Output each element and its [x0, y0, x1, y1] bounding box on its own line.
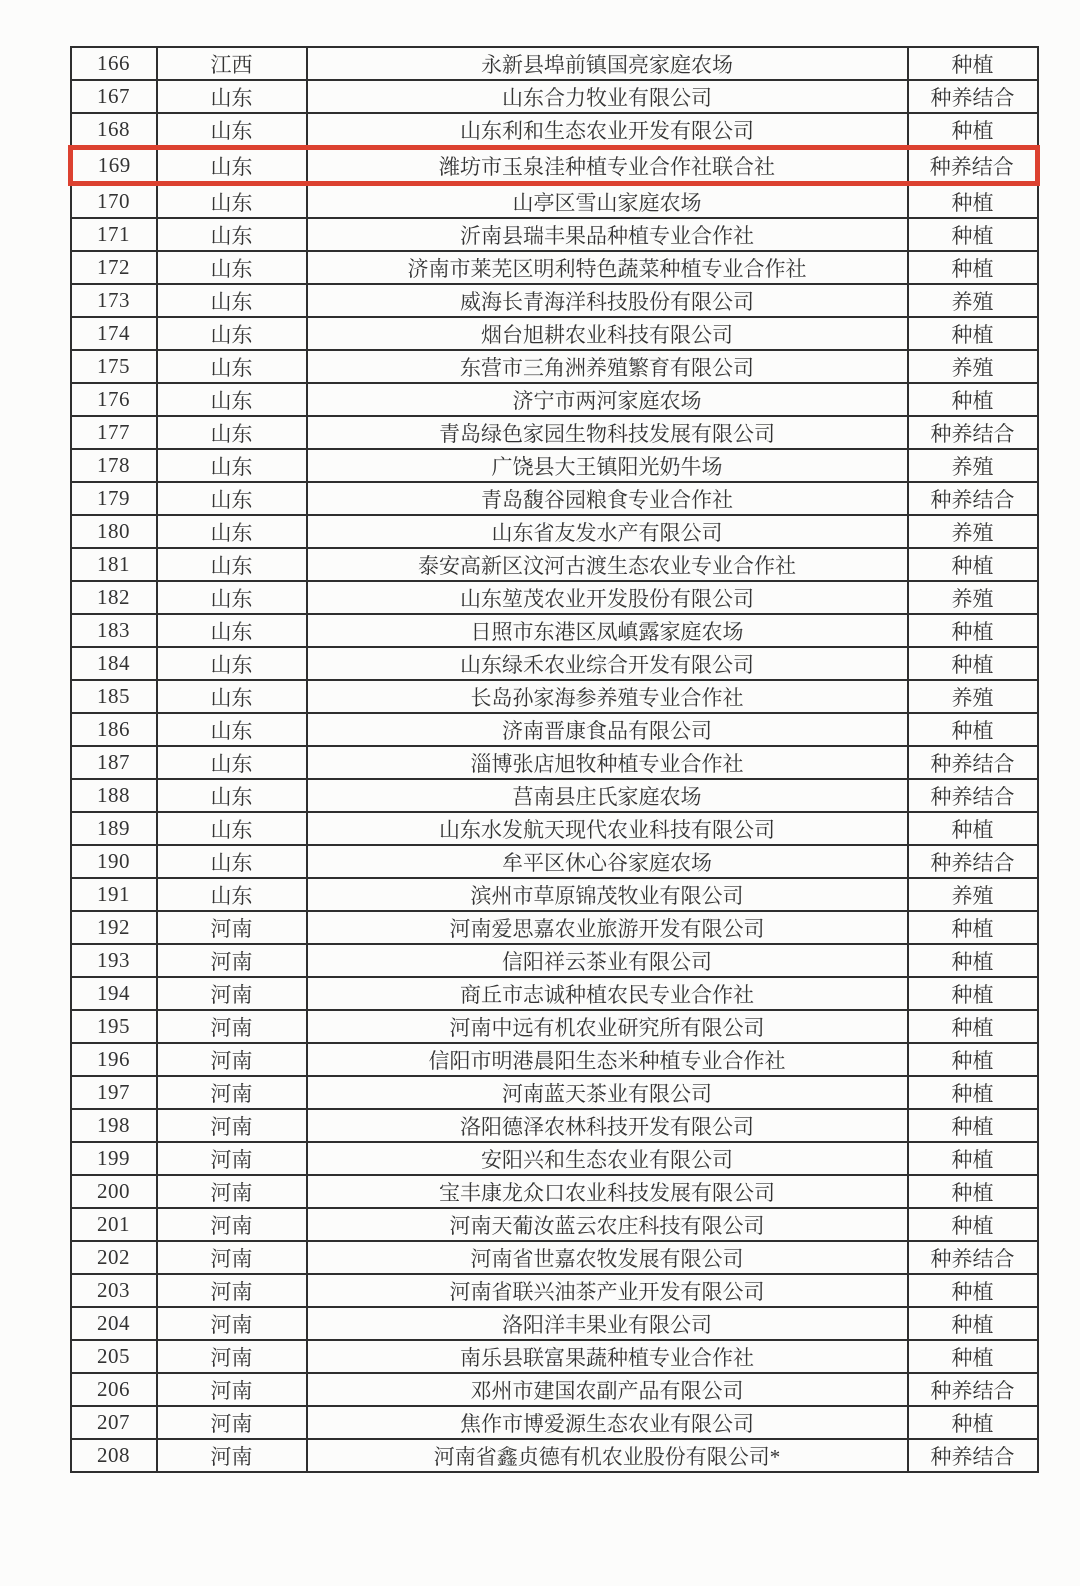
- organization-cell: 河南天葡汝蓝云农庄科技有限公司: [307, 1208, 908, 1241]
- province-cell: 河南: [157, 1142, 307, 1175]
- organization-cell: 沂南县瑞丰果品种植专业合作社: [307, 218, 908, 251]
- type-cell: 种养结合: [908, 482, 1038, 515]
- type-cell: 种养结合: [908, 746, 1038, 779]
- table-row: [71, 482, 1038, 515]
- table-row: [71, 251, 1038, 284]
- row-number-cell: 196: [71, 1043, 157, 1076]
- table-row: [71, 911, 1038, 944]
- type-cell: 种植: [908, 911, 1038, 944]
- type-cell: 种植: [908, 184, 1038, 219]
- table-row: [71, 515, 1038, 548]
- province-cell: 河南: [157, 1109, 307, 1142]
- organization-cell: 山东堃茂农业开发股份有限公司: [307, 581, 908, 614]
- table-row: [71, 350, 1038, 383]
- organization-cell: 青岛馥谷园粮食专业合作社: [307, 482, 908, 515]
- table-row: [71, 1406, 1038, 1439]
- type-cell: 种植: [908, 812, 1038, 845]
- table-row: [71, 80, 1038, 113]
- row-number-cell: 184: [71, 647, 157, 680]
- row-number-cell: 201: [71, 1208, 157, 1241]
- type-cell: 种养结合: [908, 845, 1038, 878]
- row-number-cell: 199: [71, 1142, 157, 1175]
- organization-cell: 焦作市博爱源生态农业有限公司: [307, 1406, 908, 1439]
- province-cell: 山东: [157, 482, 307, 515]
- table-row: [71, 746, 1038, 779]
- province-cell: 山东: [157, 614, 307, 647]
- type-cell: 种植: [908, 1274, 1038, 1307]
- organization-cell: 济南市莱芜区明利特色蔬菜种植专业合作社: [307, 251, 908, 284]
- row-number-cell: 174: [71, 317, 157, 350]
- type-cell: 种养结合: [908, 416, 1038, 449]
- row-number-cell: 180: [71, 515, 157, 548]
- table-row: [71, 1340, 1038, 1373]
- organization-cell: 长岛孙家海参养殖专业合作社: [307, 680, 908, 713]
- type-cell: 种植: [908, 1076, 1038, 1109]
- province-cell: 山东: [157, 383, 307, 416]
- organization-cell: 日照市东港区凤嵮露家庭农场: [307, 614, 908, 647]
- province-cell: 山东: [157, 148, 307, 184]
- table-row: [71, 548, 1038, 581]
- table-row: [71, 581, 1038, 614]
- table-row: [71, 47, 1038, 80]
- organization-cell: 宝丰康龙众口农业科技发展有限公司: [307, 1175, 908, 1208]
- table-row: [71, 1043, 1038, 1076]
- table-row: [71, 680, 1038, 713]
- type-cell: 种养结合: [908, 1373, 1038, 1406]
- table-row: [71, 1076, 1038, 1109]
- province-cell: 山东: [157, 113, 307, 148]
- table-row: [71, 779, 1038, 812]
- table-row: [71, 449, 1038, 482]
- province-cell: 河南: [157, 1241, 307, 1274]
- row-number-cell: 193: [71, 944, 157, 977]
- type-cell: 养殖: [908, 680, 1038, 713]
- province-cell: 河南: [157, 1175, 307, 1208]
- row-number-cell: 178: [71, 449, 157, 482]
- type-cell: 种植: [908, 113, 1038, 148]
- table-row: [71, 812, 1038, 845]
- organization-cell: 信阳市明港晨阳生态米种植专业合作社: [307, 1043, 908, 1076]
- province-cell: 山东: [157, 416, 307, 449]
- type-cell: 种植: [908, 713, 1038, 746]
- province-cell: 山东: [157, 449, 307, 482]
- organization-cell: 山东绿禾农业综合开发有限公司: [307, 647, 908, 680]
- table-row: [71, 614, 1038, 647]
- row-number-cell: 185: [71, 680, 157, 713]
- organization-cell: 滨州市草原锦茂牧业有限公司: [307, 878, 908, 911]
- type-cell: 养殖: [908, 581, 1038, 614]
- table-row: [71, 1274, 1038, 1307]
- row-number-cell: 179: [71, 482, 157, 515]
- organization-cell: 济南晋康食品有限公司: [307, 713, 908, 746]
- type-cell: 种植: [908, 251, 1038, 284]
- row-number-cell: 204: [71, 1307, 157, 1340]
- type-cell: 养殖: [908, 350, 1038, 383]
- table-row: [71, 1208, 1038, 1241]
- province-cell: 河南: [157, 1406, 307, 1439]
- type-cell: 种养结合: [908, 1241, 1038, 1274]
- row-number-cell: 188: [71, 779, 157, 812]
- table-row: [71, 1307, 1038, 1340]
- province-cell: 山东: [157, 845, 307, 878]
- type-cell: 种植: [908, 1043, 1038, 1076]
- row-number-cell: 172: [71, 251, 157, 284]
- table-row: [71, 713, 1038, 746]
- organization-cell: 洛阳德泽农林科技开发有限公司: [307, 1109, 908, 1142]
- organization-cell: 河南省鑫贞德有机农业股份有限公司*: [307, 1439, 908, 1472]
- province-cell: 河南: [157, 1010, 307, 1043]
- type-cell: 种植: [908, 1340, 1038, 1373]
- organization-cell: 烟台旭耕农业科技有限公司: [307, 317, 908, 350]
- row-number-cell: 206: [71, 1373, 157, 1406]
- type-cell: 种植: [908, 1175, 1038, 1208]
- row-number-cell: 167: [71, 80, 157, 113]
- table-row: [71, 416, 1038, 449]
- type-cell: 种植: [908, 977, 1038, 1010]
- province-cell: 山东: [157, 515, 307, 548]
- organization-cell: 青岛绿色家园生物科技发展有限公司: [307, 416, 908, 449]
- row-number-cell: 175: [71, 350, 157, 383]
- organization-cell: 山东水发航天现代农业科技有限公司: [307, 812, 908, 845]
- organization-cell: 淄博张店旭牧种植专业合作社: [307, 746, 908, 779]
- type-cell: 种植: [908, 1010, 1038, 1043]
- row-number-cell: 169: [71, 148, 157, 184]
- province-cell: 山东: [157, 812, 307, 845]
- organization-cell: 山东利和生态农业开发有限公司: [307, 113, 908, 148]
- type-cell: 种养结合: [908, 779, 1038, 812]
- province-cell: 河南: [157, 1076, 307, 1109]
- organization-cell: 洛阳洋丰果业有限公司: [307, 1307, 908, 1340]
- type-cell: 种植: [908, 1142, 1038, 1175]
- organization-cell: 东营市三角洲养殖繁育有限公司: [307, 350, 908, 383]
- row-number-cell: 191: [71, 878, 157, 911]
- province-cell: 山东: [157, 317, 307, 350]
- organization-cell: 牟平区休心谷家庭农场: [307, 845, 908, 878]
- table-row: [71, 1109, 1038, 1142]
- row-number-cell: 183: [71, 614, 157, 647]
- row-number-cell: 190: [71, 845, 157, 878]
- type-cell: 种植: [908, 47, 1038, 80]
- table-row: [71, 1241, 1038, 1274]
- organization-cell: 山东合力牧业有限公司: [307, 80, 908, 113]
- organization-cell: 河南中远有机农业研究所有限公司: [307, 1010, 908, 1043]
- province-cell: 河南: [157, 1340, 307, 1373]
- province-cell: 山东: [157, 284, 307, 317]
- table-row: [71, 284, 1038, 317]
- row-number-cell: 182: [71, 581, 157, 614]
- organization-cell: 山亭区雪山家庭农场: [307, 184, 908, 219]
- row-number-cell: 202: [71, 1241, 157, 1274]
- type-cell: 养殖: [908, 878, 1038, 911]
- province-cell: 河南: [157, 1373, 307, 1406]
- row-number-cell: 197: [71, 1076, 157, 1109]
- table-row: [71, 317, 1038, 350]
- table-row: [71, 383, 1038, 416]
- row-number-cell: 200: [71, 1175, 157, 1208]
- row-number-cell: 192: [71, 911, 157, 944]
- organization-cell: 河南省联兴油茶产业开发有限公司: [307, 1274, 908, 1307]
- table-body: [71, 47, 1038, 1472]
- organization-table: [68, 46, 1040, 1473]
- province-cell: 河南: [157, 977, 307, 1010]
- row-number-cell: 176: [71, 383, 157, 416]
- organization-cell: 河南爱思嘉农业旅游开发有限公司: [307, 911, 908, 944]
- organization-cell: 信阳祥云茶业有限公司: [307, 944, 908, 977]
- table-row: [71, 1010, 1038, 1043]
- organization-cell: 山东省友发水产有限公司: [307, 515, 908, 548]
- row-number-cell: 195: [71, 1010, 157, 1043]
- table-row: [71, 1439, 1038, 1472]
- type-cell: 种植: [908, 647, 1038, 680]
- type-cell: 种养结合: [908, 148, 1038, 184]
- type-cell: 种植: [908, 1208, 1038, 1241]
- type-cell: 养殖: [908, 515, 1038, 548]
- row-number-cell: 177: [71, 416, 157, 449]
- table-row: [71, 148, 1038, 184]
- row-number-cell: 187: [71, 746, 157, 779]
- type-cell: 种植: [908, 1406, 1038, 1439]
- province-cell: 山东: [157, 878, 307, 911]
- province-cell: 山东: [157, 713, 307, 746]
- row-number-cell: 186: [71, 713, 157, 746]
- row-number-cell: 189: [71, 812, 157, 845]
- organization-cell: 河南蓝天茶业有限公司: [307, 1076, 908, 1109]
- type-cell: 种植: [908, 317, 1038, 350]
- type-cell: 种植: [908, 1109, 1038, 1142]
- table-row: [71, 218, 1038, 251]
- province-cell: 山东: [157, 80, 307, 113]
- table-row: [71, 944, 1038, 977]
- type-cell: 种养结合: [908, 1439, 1038, 1472]
- province-cell: 山东: [157, 779, 307, 812]
- table-row: [71, 647, 1038, 680]
- type-cell: 种植: [908, 383, 1038, 416]
- row-number-cell: 194: [71, 977, 157, 1010]
- province-cell: 河南: [157, 1307, 307, 1340]
- row-number-cell: 170: [71, 184, 157, 219]
- type-cell: 种植: [908, 218, 1038, 251]
- province-cell: 山东: [157, 647, 307, 680]
- row-number-cell: 207: [71, 1406, 157, 1439]
- table-row: [71, 845, 1038, 878]
- organization-cell: 商丘市志诚种植农民专业合作社: [307, 977, 908, 1010]
- type-cell: 种植: [908, 1307, 1038, 1340]
- table-row: [71, 113, 1038, 148]
- table-row: [71, 1142, 1038, 1175]
- province-cell: 河南: [157, 1274, 307, 1307]
- province-cell: 山东: [157, 746, 307, 779]
- organization-cell: 威海长青海洋科技股份有限公司: [307, 284, 908, 317]
- organization-cell: 济宁市两河家庭农场: [307, 383, 908, 416]
- row-number-cell: 203: [71, 1274, 157, 1307]
- province-cell: 河南: [157, 944, 307, 977]
- organization-cell: 泰安高新区汶河古渡生态农业专业合作社: [307, 548, 908, 581]
- province-cell: 河南: [157, 911, 307, 944]
- type-cell: 种养结合: [908, 80, 1038, 113]
- province-cell: 河南: [157, 1208, 307, 1241]
- organization-cell: 莒南县庄氏家庭农场: [307, 779, 908, 812]
- type-cell: 种植: [908, 944, 1038, 977]
- organization-cell: 潍坊市玉泉洼种植专业合作社联合社: [307, 148, 908, 184]
- row-number-cell: 205: [71, 1340, 157, 1373]
- organization-cell: 河南省世嘉农牧发展有限公司: [307, 1241, 908, 1274]
- row-number-cell: 198: [71, 1109, 157, 1142]
- row-number-cell: 208: [71, 1439, 157, 1472]
- province-cell: 河南: [157, 1439, 307, 1472]
- type-cell: 种植: [908, 614, 1038, 647]
- province-cell: 江西: [157, 47, 307, 80]
- province-cell: 山东: [157, 251, 307, 284]
- table-row: [71, 878, 1038, 911]
- organization-cell: 广饶县大王镇阳光奶牛场: [307, 449, 908, 482]
- table-row: [71, 977, 1038, 1010]
- type-cell: 养殖: [908, 449, 1038, 482]
- type-cell: 养殖: [908, 284, 1038, 317]
- table-row: [71, 1373, 1038, 1406]
- table-row: [71, 184, 1038, 219]
- row-number-cell: 181: [71, 548, 157, 581]
- table-row: [71, 1175, 1038, 1208]
- row-number-cell: 173: [71, 284, 157, 317]
- row-number-cell: 166: [71, 47, 157, 80]
- organization-table-container: [68, 46, 1015, 1473]
- province-cell: 山东: [157, 184, 307, 219]
- type-cell: 种植: [908, 548, 1038, 581]
- province-cell: 山东: [157, 581, 307, 614]
- organization-cell: 邓州市建国农副产品有限公司: [307, 1373, 908, 1406]
- province-cell: 山东: [157, 548, 307, 581]
- province-cell: 山东: [157, 218, 307, 251]
- organization-cell: 南乐县联富果蔬种植专业合作社: [307, 1340, 908, 1373]
- province-cell: 山东: [157, 350, 307, 383]
- province-cell: 河南: [157, 1043, 307, 1076]
- row-number-cell: 171: [71, 218, 157, 251]
- row-number-cell: 168: [71, 113, 157, 148]
- province-cell: 山东: [157, 680, 307, 713]
- organization-cell: 安阳兴和生态农业有限公司: [307, 1142, 908, 1175]
- organization-cell: 永新县埠前镇国亮家庭农场: [307, 47, 908, 80]
